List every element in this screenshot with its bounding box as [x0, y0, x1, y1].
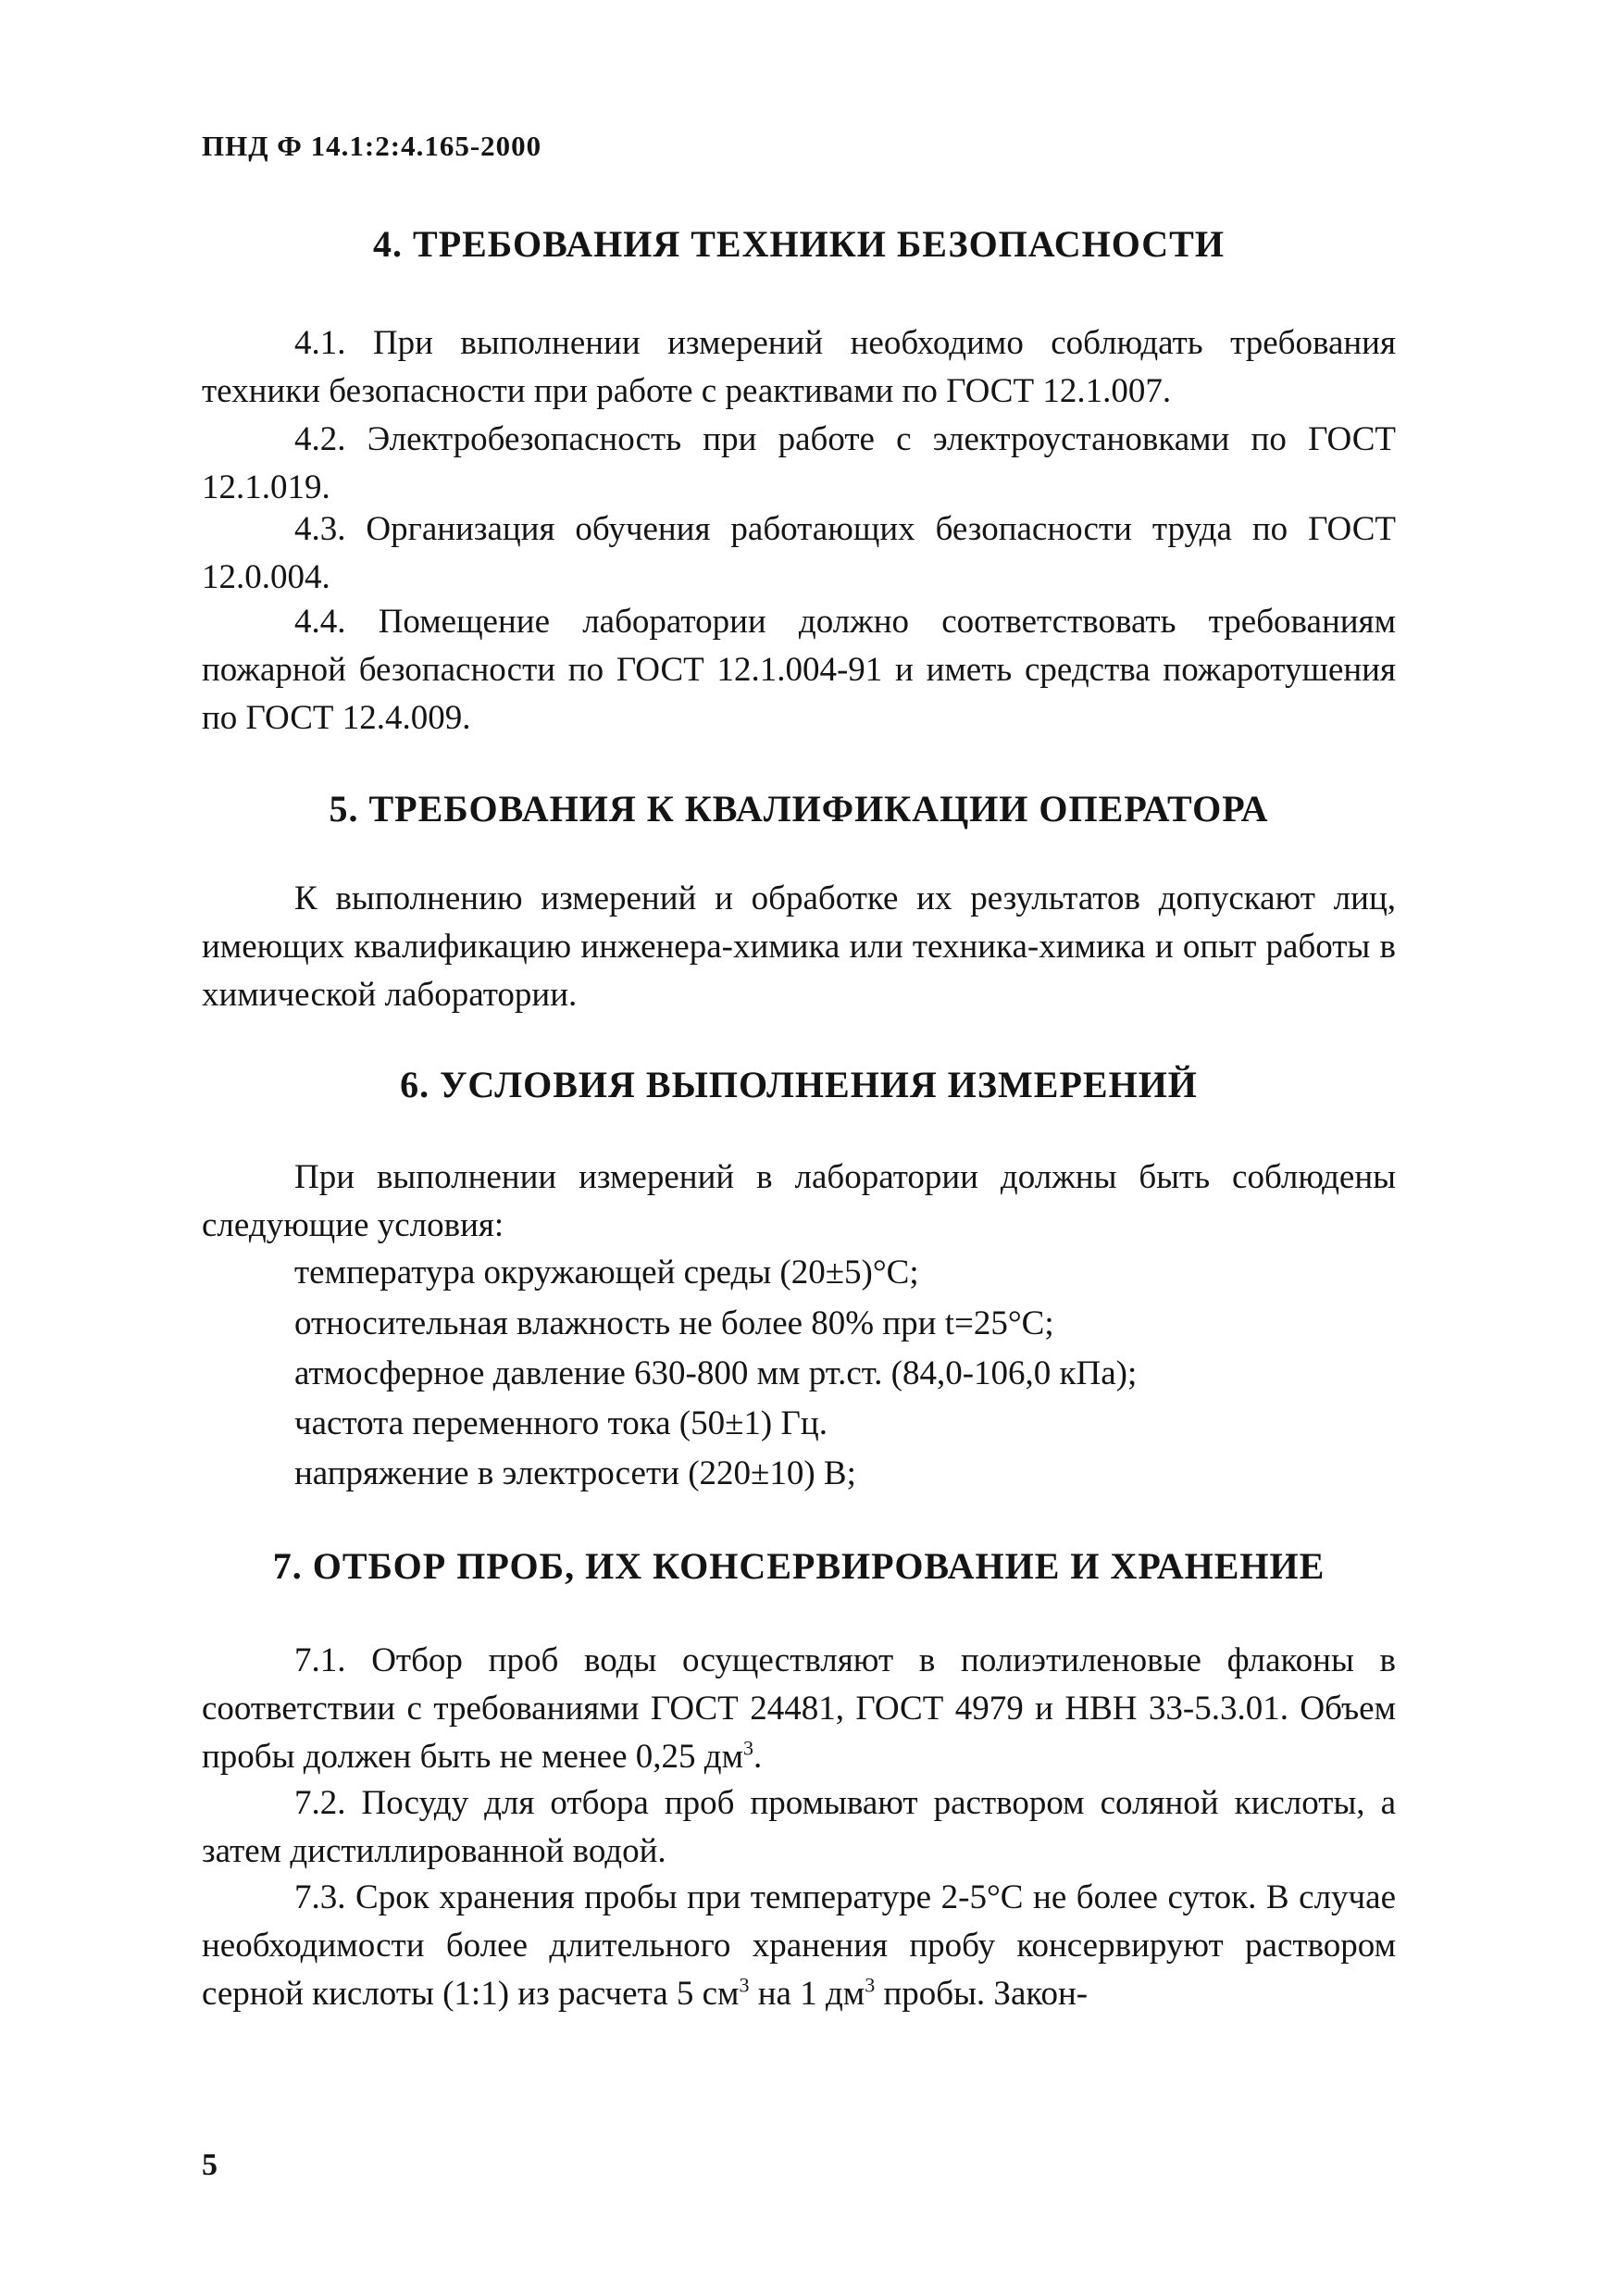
paragraph-6-intro-text: При выполнении измерений в лаборатории должны быть соблюдены следующие условия: [202, 1158, 1396, 1244]
paragraph-4-2-text: 4.2. Электробезопасность при работе с электроустановками по ГОСТ 12.1.019. [202, 420, 1396, 506]
paragraph-7-3-text-a: 7.3. Срок хранения пробы при температуре 2-5°С не более суток. В случае необходимости более длительного хранения пробу консервируют раствором серной кислоты (1:1) из расчета 5 см [202, 1878, 1396, 2013]
paragraph-4-1 [202, 319, 1396, 416]
paragraph-4-4-text: 4.4. Помещение лаборатории должно соответствовать требованиям пожарной безопасности по ГОСТ 12.1.004-91 и иметь средства пожаротушения по ГОСТ 12.4.009. [202, 603, 1396, 737]
paragraph-4-3 [202, 505, 1396, 602]
page-number: 5 [202, 2148, 218, 2182]
paragraph-4-2 [202, 416, 1396, 512]
document-code: ПНД Ф 14.1:2:4.165-2000 [202, 130, 542, 162]
paragraph-7-3 [202, 1874, 1396, 2018]
superscript: 3 [739, 1973, 750, 1997]
superscript: 3 [743, 1736, 754, 1760]
condition-frequency: частота переменного тока (50±1) Гц. [294, 1404, 828, 1442]
paragraph-5-1-text: К выполнению измерений и обработке их результатов допускают лиц, имеющих квалификацию инженера-химика или техника-химика и опыт работы в химической лаборатории. [202, 880, 1396, 1014]
paragraph-6-intro [202, 1154, 1396, 1250]
paragraph-7-1-text: 7.1. Отбор проб воды осуществляют в полиэтиленовые флаконы в соответствии с требованиями ГОСТ 24481, ГОСТ 4979 и НВН 33-5.3.01. Объем пробы должен быть не менее 0,25 дм [202, 1641, 1396, 1776]
superscript: 3 [865, 1973, 876, 1997]
condition-pressure: атмосферное давление 630-800 мм рт.ст. (84,0-106,0 кПа); [294, 1354, 1138, 1392]
condition-voltage: напряжение в электросети (220±10) В; [294, 1454, 856, 1492]
section-4-title: 4. ТРЕБОВАНИЯ ТЕХНИКИ БЕЗОПАСНОСТИ [373, 223, 1225, 265]
paragraph-4-1-text: 4.1. При выполнении измерений необходимо соблюдать требования техники безопасности при работе с реактивами по ГОСТ 12.1.007. [202, 324, 1396, 410]
period: . [753, 1738, 763, 1776]
section-6-title: 6. УСЛОВИЯ ВЫПОЛНЕНИЯ ИЗМЕРЕНИЙ [400, 1064, 1198, 1105]
condition-temperature: температура окружающей среды (20±5)°С; [294, 1254, 919, 1292]
paragraph-4-3-text: 4.3. Организация обучения работающих безопасности труда по ГОСТ 12.0.004. [202, 510, 1396, 596]
section-5-title: 5. ТРЕБОВАНИЯ К КВАЛИФИКАЦИИ ОПЕРАТОРА [329, 788, 1269, 830]
paragraph-7-3-text-b: на 1 дм [749, 1975, 865, 2013]
paragraph-4-4 [202, 598, 1396, 742]
paragraph-7-2-text: 7.2. Посуду для отбора проб промывают раствором соляной кислоты, а затем дистиллированной водой. [202, 1784, 1396, 1870]
paragraph-5-1 [202, 875, 1396, 1019]
condition-humidity: относительная влажность не более 80% при t=25°С; [294, 1304, 1054, 1342]
paragraph-7-3-text-c: пробы. Закон- [875, 1975, 1089, 2013]
section-7-title: 7. ОТБОР ПРОБ, ИХ КОНСЕРВИРОВАНИЕ И ХРАНЕНИЕ [272, 1545, 1326, 1587]
paragraph-7-2 [202, 1779, 1396, 1876]
paragraph-7-1 [202, 1637, 1396, 1781]
